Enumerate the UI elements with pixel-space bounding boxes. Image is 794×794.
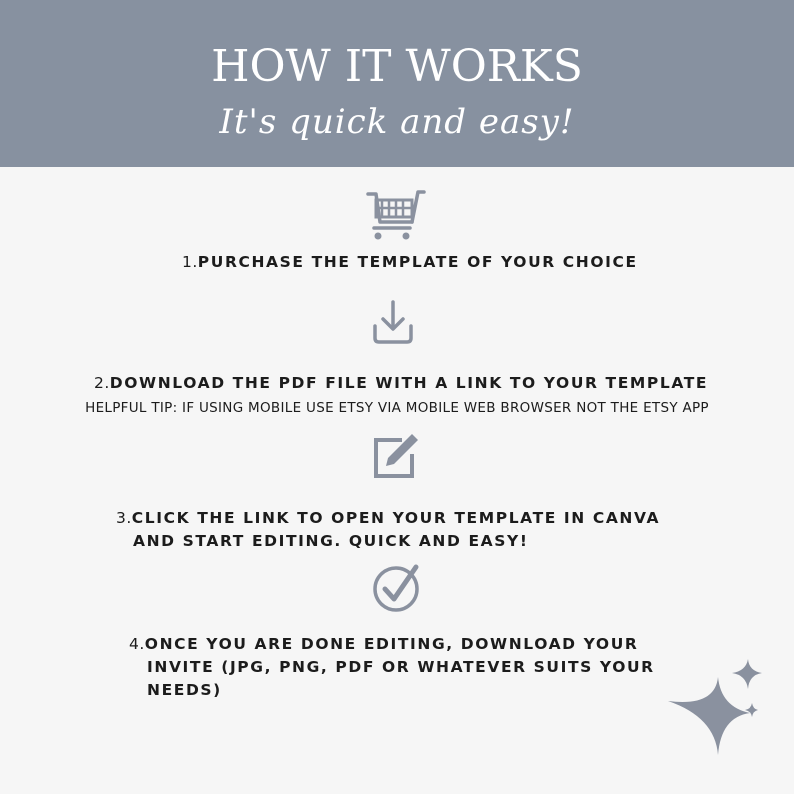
step-3-number: 3.: [116, 509, 132, 527]
step-4-line-2: INVITE (JPG, PNG, PDF OR WHATEVER SUITS YOUR: [147, 658, 655, 676]
step-2-line-1: DOWNLOAD THE PDF FILE WITH A LINK TO YOUR TEMPLATE: [109, 374, 709, 392]
step-3-text: [116, 507, 660, 530]
step-2-number: 2.: [94, 374, 110, 392]
page-subtitle: It's quick and easy!: [219, 102, 575, 142]
shopping-cart-icon: [366, 186, 426, 242]
step-1-text: [182, 251, 638, 274]
helpful-tip: HELPFUL TIP: IF USING MOBILE USE ETSY VIA MOBILE WEB BROWSER NOT THE ETSY APP: [85, 400, 709, 416]
page-title: HOW IT WORKS: [211, 41, 583, 92]
step-1-number: 1.: [182, 253, 198, 271]
step-4-line-3: NEEDS): [147, 681, 222, 699]
step-1-line-1: PURCHASE THE TEMPLATE OF YOUR CHOICE: [197, 253, 638, 271]
sparkle-icon: [660, 655, 770, 764]
checkmark-circle-icon: [372, 562, 422, 612]
step-4-line-1: ONCE YOU ARE DONE EDITING, DOWNLOAD YOUR: [144, 635, 639, 653]
header-banner: [0, 0, 794, 167]
edit-icon: [372, 432, 424, 480]
step-3-line-1: CLICK THE LINK TO OPEN YOUR TEMPLATE IN CANVA: [131, 509, 661, 527]
step-2-text: [94, 372, 708, 395]
download-icon: [372, 300, 414, 346]
step-4-number: 4.: [129, 635, 145, 653]
step-3-line-2: AND START EDITING. QUICK AND EASY!: [133, 532, 529, 550]
step-4-text: [129, 633, 638, 656]
